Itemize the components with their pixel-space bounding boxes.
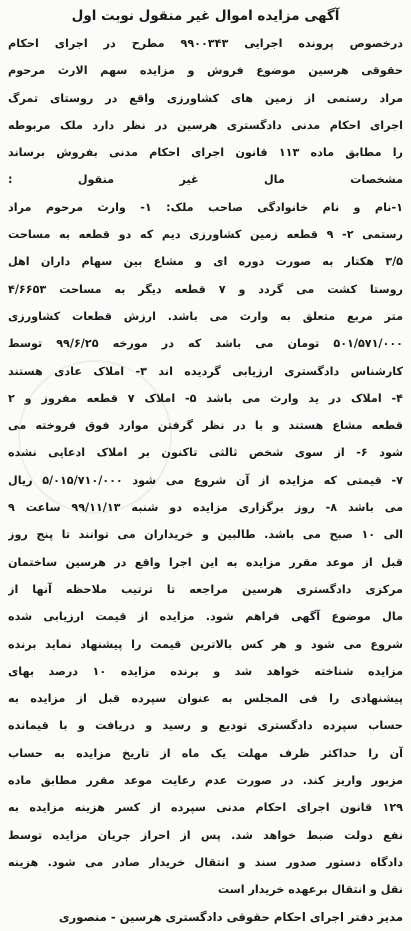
notice-text-line: آن را حداکثر ظرف مهلت یک ماه از تاریخ مزایده به حساب xyxy=(8,746,403,760)
notice-text-line: ۱۲۹ قانون اجرای احکام مدنی سپرده از کسر هزینه مزایده به xyxy=(8,801,403,815)
notice-text-line: رستمی ۲- ۹ قطعه زمین کشاورزی دیم که دو قطعه به مساحت xyxy=(8,228,403,242)
notice-text-line: مزایده شناخته خواهد شد و برنده مزایده ۱۰ درصد بهای xyxy=(8,664,403,678)
notice-text-line: ۱-نام و نام خانوادگی صاحب ملک: ۱- وارث مرحوم مراد xyxy=(8,200,403,214)
notice-text-line: حقوقی هرسین موضوع فروش و مزایده سهم الارث مرحوم xyxy=(8,64,403,78)
notice-text-line: نفع دولت ضبط خواهد شد. پس از احراز جریان مزایده توسط xyxy=(8,828,403,842)
notice-text-line: مرکزی دادگستری هرسین مراجعه تا ترتیب ملاحظه آنها از xyxy=(8,582,403,596)
notice-text-line: قبل از موعد مقرر مزایده به این اجرا واقع در هرسین ساختمان xyxy=(8,555,403,569)
notice-text-line: حساب سپرده دادگستری تودیع و رسید و دریافت و با قیمانده xyxy=(8,719,403,733)
notice-text-line: را مطابق ماده ۱۱۳ قانون اجرای احکام مدنی بفروش برساند xyxy=(8,146,403,160)
notice-text-line: کارشناس دادگستری ارزیابی گردیده اند ۳- املاک عادی هستند xyxy=(8,364,403,378)
notice-text-line: مشخصات مال غیر منقول : xyxy=(8,173,403,187)
notice-text-line: نقل و انتقال برعهده خریدار است xyxy=(217,883,403,897)
notice-text-line: درخصوص پرونده اجرایی ۹۹۰۰۳۴۳ مطرح در اجرای احکام xyxy=(8,37,403,50)
notice-text-line: پیشنهادی را فی المجلس به عنوان سپرده قبل از مزایده به xyxy=(8,692,403,706)
notice-text-line: مال موضوع آگهی فراهم شود. مزایده از قیمت ارزیابی شده xyxy=(8,610,403,624)
notice-text-line: می باشد ۸- روز برگزاری مزایده دو شنبه ۹۹/۱۱/۱۳ ساعت ۹ xyxy=(8,501,403,515)
notice-text-line: الی ۱۰ صبح می باشد. طالبین و خریداران می توانند تا پنج روز xyxy=(8,528,403,542)
notice-signature: مدیر دفتر اجرای احکام حقوقی دادگستری هرسین - منصوری xyxy=(58,909,403,924)
notice-text-line: ۵۰۱/۵۷۱/۰۰۰ تومان می باشد که در مورخه ۹۹/۶/۲۵ توسط xyxy=(8,337,403,351)
notice-text-line: مراد رستمی از زمین های کشاورزی واقع در روستای تمرگ xyxy=(8,91,403,105)
notice-text-line: متر مربع متعلق به وارث می باشد. ارزش قطعات کشاورزی xyxy=(8,309,403,323)
notice-text-line: ۳/۵ هکتار به صورت دوره ای و مشاع بین سهام داران اهل xyxy=(8,255,403,269)
notice-text-line: ۷- قیمتی که مزایده از آن شروع می شود ۵/۰۱۵/۷۱۰/۰۰۰ ریال xyxy=(8,473,403,487)
notice-text-line: اجرای احکام مدنی دادگستری هرسین در نظر دارد ملک مربوطه xyxy=(8,118,403,132)
notice-text-line: شروع می شود و هر کس بالاترین قیمت را پیشنهاد نماید برنده xyxy=(8,637,403,651)
notice-text-line: دادگاه دستور صدور سند و انتقال خریدار صادر می شود. هزینه xyxy=(8,855,403,869)
notice-text-line: ۴- املاک در ید وارث می باشد ۵- املاک ۷ قطعه مفروز و ۲ xyxy=(8,391,403,405)
notice-text-line: قطعه مشاع هستند و با در نظر گرفتن موارد فوق فروخته می xyxy=(8,419,403,433)
notice-text-line: مزبور واریز کند. در صورت عدم رعایت موعد مقرر مطابق ماده xyxy=(8,774,403,788)
notice-title: آگهی مزایده اموال غیر منقول نوبت اول xyxy=(71,8,340,24)
notice-text-line: شود ۶- از سوی شخص ثالثی تاکنون بر املاک ادعایی نشده xyxy=(8,446,403,460)
notice-text-line: روستا کشت می گردد و ۷ قطعه دیگر به مساحت ۴/۶۶۵۳ xyxy=(8,282,403,296)
notice-body xyxy=(8,30,403,904)
